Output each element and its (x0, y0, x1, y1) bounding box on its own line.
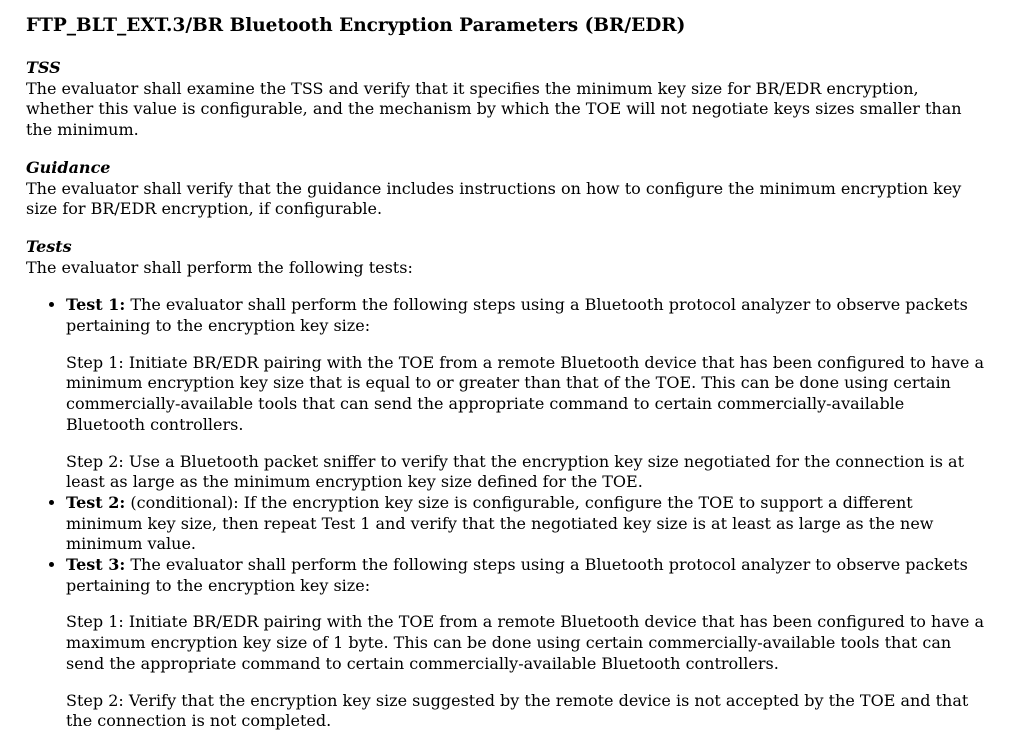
tests-list (26, 295, 987, 732)
test-1-lead: The evaluator shall perform the following steps using a Bluetooth protocol analyzer to observe packets pertaining to the encryption key size: (66, 295, 968, 336)
test-1-step-1: Step 1: Initiate BR/EDR pairing with the TOE from a remote Bluetooth device that has been configured to have a minimum encryption key size that is equal to or greater than that of the TOE. This can be done using certain commercially-available tools that can send the appropriate command to certain commercially-available Bluetooth controllers. (66, 352, 984, 434)
test-item-1 (66, 295, 987, 493)
test-item-2 (66, 493, 987, 555)
test-3-step-2: Step 2: Verify that the encryption key size suggested by the remote device is not accepted by the TOE and that the connection is not completed. (66, 690, 969, 731)
guidance-body: The evaluator shall verify that the guidance includes instructions on how to configure the minimum encryption key size for BR/EDR encryption, if configurable. (26, 178, 962, 219)
tss-heading: TSS (26, 58, 61, 77)
section-guidance (26, 158, 987, 220)
tests-heading: Tests (26, 236, 72, 256)
test-2-lead: (conditional): If the encryption key size is configurable, configure the TOE to support a different minimum key size, then repeat Test 1 and verify that the negotiated key size is at least as large as the new minimum value. (66, 492, 934, 554)
document-title: FTP_BLT_EXT.3/BR Bluetooth Encryption Parameters (BR/EDR) (26, 15, 686, 36)
test-3-label: Test 3: (66, 555, 126, 575)
test-3-step-1: Step 1: Initiate BR/EDR pairing with the TOE from a remote Bluetooth device that has been configured to have a maximum encryption key size of 1 byte. This can be done using certain commercially-available tools that can send the appropriate command to certain commercially-available Bluetooth controllers. (66, 612, 984, 673)
tests-intro: The evaluator shall perform the following tests: (26, 257, 413, 277)
test-1-label: Test 1: (66, 295, 126, 315)
guidance-heading: Guidance (26, 157, 111, 177)
tss-body: The evaluator shall examine the TSS and verify that it specifies the minimum key size for BR/EDR encryption, whether this value is configurable, and the mechanism by which the TOE will not negotiate keys sizes smaller than the minimum. (26, 78, 962, 140)
section-tss (26, 58, 987, 141)
test-item-3 (66, 555, 987, 732)
section-tests (26, 237, 987, 278)
test-3-lead: The evaluator shall perform the following steps using a Bluetooth protocol analyzer to observe packets pertaining to the encryption key size: (66, 555, 968, 595)
test-2-label: Test 2: (66, 492, 126, 512)
test-1-step-2: Step 2: Use a Bluetooth packet sniffer to verify that the encryption key size negotiated for the connection is at least as large as the minimum encryption key size defined for the TOE. (66, 451, 965, 492)
